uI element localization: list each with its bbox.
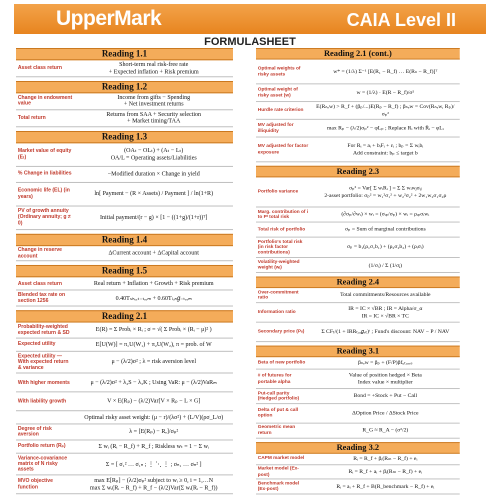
- formula-expression: βₙₑw = βₚ + (F/P)βfᵤₜᵤᵣₑₛ: [357, 359, 413, 366]
- formula-expression: (OAₜ − OLₜ) + (Aₜ − Lₜ) OA/L = Operating assets/Liabilities: [110, 147, 197, 161]
- formula-row: [16, 143, 233, 167]
- formula-row: [16, 393, 233, 412]
- formula-expression: V × E(Rₚ) − (λ/2)Var[V × Rₚ − L × G]: [107, 398, 201, 405]
- formula-row: [256, 480, 460, 495]
- formula-expression: λ = [E(Rₚ) − Rₑ]/σₚ²: [129, 428, 179, 436]
- section-header: Reading 1.4: [16, 233, 233, 245]
- page-title: FORMULASHEET: [204, 36, 296, 48]
- section-header: Reading 1.3: [16, 131, 233, 143]
- section-s21: [256, 48, 460, 162]
- formula-label: [16, 411, 74, 423]
- formula-label: Benchmark model (Ex-post): [257, 481, 300, 493]
- formula-row: [256, 207, 460, 222]
- section-s15: [16, 265, 233, 306]
- formula-expression: For Rᵢ = aᵢ + bᵢFᵢ + εᵢ ; bₚ = Σ wᵢbᵢ Add constraint: bₚ ≤ target b: [347, 142, 424, 156]
- formula-expression: E[U(W)] = π₁U(W₁) + π₂U(W₂), π = prob. of W: [95, 341, 212, 348]
- formula-row: [16, 246, 233, 262]
- formula-expression: μ − (λ/2)σ² + λ₂S − λ₃K ; Using VaR: μ − (λ/2)VaRₘ: [90, 379, 217, 386]
- formula-label: Information ratio: [257, 309, 296, 315]
- section-header: Reading 2.3: [256, 166, 460, 178]
- formula-label: Portfolio's total risk (in risk factor contributions): [257, 238, 303, 256]
- formula-label: Asset class return: [17, 280, 62, 287]
- formula-row: [256, 258, 460, 273]
- formula-row: [256, 303, 460, 322]
- formula-expression: Rᵢ = aᵢ + R_f + B(R_benchmark − R_f) + eᵢ: [336, 483, 435, 490]
- formula-label: Beta of new portfolio: [257, 360, 306, 366]
- section-s21l: [16, 311, 233, 495]
- formula-row: [16, 425, 233, 441]
- formula-label: Total risk of portfolio: [257, 226, 306, 233]
- section-header: Reading 2.4: [256, 277, 460, 289]
- formula-expression: Income from gifts − Spending + Net investment returns: [117, 94, 191, 108]
- section-s14: [16, 233, 233, 261]
- formula-label: Variance-covariance matrix of N risky assets: [17, 455, 68, 473]
- formula-expression: Total commitments/Resources available: [340, 291, 431, 299]
- formula-label: Portfolio return (Rₚ): [17, 443, 66, 450]
- formula-label: Market model (Ex-post): [257, 466, 299, 478]
- formula-expression: ΔOption Price / ΔStock Price: [352, 409, 419, 417]
- section-header: Reading 1.1: [16, 48, 233, 60]
- formula-label: Degree of risk aversion: [17, 426, 52, 438]
- formula-row: [256, 423, 460, 438]
- formula-label: Change in endowment value: [17, 95, 73, 107]
- formula-expression: Value of position hedged × Beta Index value × multiplier: [348, 372, 422, 386]
- formula-row: [16, 93, 233, 110]
- section-s23: [256, 166, 460, 273]
- formula-label: Put-call parity (Hedged portfolio): [257, 390, 300, 402]
- formula-label: Total return: [17, 114, 46, 121]
- formula-label: MV adjusted for factor exposure: [257, 143, 309, 155]
- formula-expression: (∂σₚ/∂wᵢ) × wᵢ = (σᵢₚ/σₚ) × wᵢ = ρᵢₚσᵢwᵢ: [341, 211, 430, 218]
- formula-label: Optimal weights of risky assets: [257, 65, 301, 77]
- formula-row: [256, 84, 460, 102]
- formula-label: Volatility-weighted weight (wᵢ): [257, 259, 300, 271]
- formula-expression: E(R) = Σ Probᵢ × Rᵢ ; σ = √( Σ Probᵢ × (Rᵢ − μ)² ): [95, 326, 212, 334]
- formula-row: [256, 137, 460, 162]
- formula-row: [256, 60, 460, 85]
- formula-label: Expected utility: [17, 341, 56, 348]
- formula-expression: μ − (λ/2)σ² ; λ = risk aversion level: [111, 358, 197, 366]
- formula-expression: E(Rₙₑw) > R_f + (βₚ/...)E(Rₚ − R_f) ; βₙₑw = Cov(Rₙₑw, Rₚ)/σₚ²: [316, 103, 455, 117]
- formula-row: [16, 60, 233, 77]
- formula-row: [256, 357, 460, 369]
- formula-expression: max E[Rₚ] − (λ/2)σₚ² subject to wᵢ ≥ 0, i = 1,…N max Σ wᵢ(Rᵢ − R_f) + R_f − (λ/2)Var(Σ wᵢ(Rᵢ − R_f)): [90, 477, 218, 492]
- formula-row: [256, 453, 460, 465]
- formula-expression: Rᵢ = R_f + βᵢ(Rₘ − R_f) + eᵢ: [353, 455, 418, 462]
- formula-row: [16, 339, 233, 352]
- formula-row: [256, 177, 460, 207]
- formula-expression: ΔCurrent account + ΔCapital account: [108, 249, 199, 257]
- formula-expression: σₚ² = Var[ Σ wᵢRᵢ ] = Σ Σ wᵢwⱼσᵢⱼ 2-asset portfolio: σₚ² = w₁²σ₁² + w₂²σ₂² + 2w₁w₂σ₁σ₂ρ: [324, 185, 447, 199]
- formula-row: [256, 404, 460, 423]
- formula-expression: 0.40Tₛₕₒᵣₜ₋ₜₑᵣₘ + 0.60Tₗₒₙ𝑔₋ₜₑᵣₘ: [115, 294, 192, 302]
- formula-label: # of futures for portable alpha: [257, 373, 292, 385]
- section-header: Reading 2.1 (cont.): [256, 48, 460, 60]
- formula-label: Probability-weighted expected return & SD: [17, 324, 70, 336]
- formula-expression: Short-term real risk-free rate + Expected inflation + Risk premium: [108, 61, 199, 75]
- formula-row: [16, 441, 233, 454]
- formula-label: With liability growth: [17, 398, 67, 405]
- formula-row: [16, 374, 233, 393]
- section-s31: [256, 346, 460, 439]
- formula-expression: max Rₚ − (λ/2)σₚ² − φLₚ ; Replace Rᵢ with R̄ᵢ − φLᵢ: [326, 124, 444, 132]
- formula-label: Asset class return: [17, 65, 62, 71]
- formula-expression: Initial payment/(r − g) × [1 − ((1+g)/(1+r))ᵀ]: [100, 213, 208, 221]
- formula-expression: ln[ Payment − (R × Assets) / Payment ] / ln(1+R): [94, 190, 214, 197]
- formula-label: Secondary price (Pₛ): [257, 329, 305, 335]
- section-s12: [16, 81, 233, 127]
- formula-label: Portfolio variance: [257, 189, 299, 195]
- formula-expression: −Modified duration × Change in yield: [107, 170, 200, 178]
- formula-expression: Returns from SAA + Security selection + Market timing/TAA: [106, 111, 202, 125]
- formula-row: [16, 206, 233, 230]
- formula-expression: R_G ≈ R_A − (σ²/2): [362, 427, 409, 434]
- section-header: Reading 2.1: [16, 311, 233, 323]
- formula-expression: w* = (1/λ) Σ⁻¹ [E(R₁ − R_f) … E(Rₙ − R_f)]ᵀ: [333, 68, 438, 75]
- formula-label: Hurdle rate criterion: [257, 107, 304, 113]
- section-header: Reading 3.2: [256, 442, 460, 454]
- formula-expression: Σ wᵢ (Rᵢ − R_f) + R_f ; Riskless wₜ = 1 − Σ wᵢ: [98, 443, 209, 450]
- formula-label: Geometric mean return: [257, 424, 296, 436]
- header-banner: [14, 4, 486, 34]
- formula-row: [256, 288, 460, 303]
- formula-label: With higher moments: [17, 379, 70, 386]
- formula-row: [16, 323, 233, 339]
- formula-row: [16, 291, 233, 307]
- formula-row: [256, 102, 460, 120]
- formula-label: Delta of put & call option: [257, 407, 299, 419]
- formula-expression: IR = IC × √BR ; IR = Alpha/σ_α IR = IC × √BR × TC: [348, 305, 423, 319]
- formula-row: [256, 323, 460, 342]
- formula-row: [256, 238, 460, 259]
- formula-expression: Σ = [ σ₁² … σ₁ₙ ; ⋮ ⋱ ⋮ ; σₙ₁ … σₙ² ]: [105, 460, 202, 468]
- formula-label: Over-commitment ratio: [257, 289, 299, 301]
- formula-label: CAPM market model: [257, 455, 305, 462]
- formula-row: [16, 476, 233, 495]
- brand-logo: UpperMark: [56, 7, 162, 30]
- formula-row: [256, 120, 460, 138]
- formula-label: Optimal weight of risky asset (w): [257, 87, 298, 99]
- formula-label: Marg. contribution of i to Pᵗ total risk: [257, 208, 309, 220]
- formula-expression: Bond = +Stock + Put − Call: [353, 392, 418, 399]
- formula-row: [16, 167, 233, 183]
- formula-row: [16, 454, 233, 476]
- left-column: [16, 48, 233, 498]
- formula-expression: (1/σᵢ) / Σ (1/σⱼ): [368, 261, 403, 269]
- formula-label: Market value of equity (Eₜ): [17, 148, 72, 160]
- formula-label: Blended tax rate on section 1256: [17, 292, 66, 304]
- formula-label: % Change in liabilities: [17, 171, 72, 177]
- formula-row: [256, 465, 460, 480]
- formula-label: MV adjusted for illiquidity: [257, 122, 294, 134]
- section-s24: [256, 277, 460, 342]
- formula-expression: Real return + Inflation + Growth + Risk premium: [93, 280, 214, 287]
- formula-label: Change in reserve account: [17, 247, 62, 259]
- formula-expression: Rᵢ = R_f + aᵢ + βᵢ(Rₘ − R_f) + eᵢ: [348, 468, 423, 475]
- formula-label: Economic life (EL) (in years): [17, 187, 70, 200]
- formula-row: [256, 370, 460, 389]
- section-header: Reading 1.5: [16, 265, 233, 277]
- formula-expression: σₚ = Sum of marginal contributions: [344, 226, 426, 233]
- formula-label: PV of growth annuity (Ordinary annuity; g ≠ 0): [17, 208, 71, 227]
- level-title: CAIA Level II: [346, 10, 456, 30]
- formula-row: [16, 110, 233, 127]
- section-header: Reading 3.1: [256, 346, 460, 358]
- formula-row: [16, 278, 233, 291]
- section-s32: [256, 442, 460, 495]
- formula-row: [16, 352, 233, 374]
- formula-expression: σₚ = b₁(ρ₁σ₁b₁) + (ρ₂σ₂b₂) + (ρᵢσᵢ): [347, 244, 424, 251]
- formula-label: Expected utility — With expected return & variance: [17, 353, 69, 371]
- formula-expression: w = (1/λ) · E(R − R_f)/σ²: [356, 89, 415, 96]
- section-s11: [16, 48, 233, 77]
- section-header: Reading 1.2: [16, 81, 233, 93]
- formula-label: MVO objective function: [17, 478, 53, 491]
- formula-row: [16, 411, 233, 424]
- formula-expression: Σ CFₜ/(1 + IRRₜₐᵣ𝑔ₑₜ)ᵗ ; Fund's discount: NAV − P / NAV: [321, 328, 450, 335]
- section-s13: [16, 131, 233, 230]
- right-column: [256, 48, 460, 498]
- formula-row: [256, 389, 460, 404]
- formula-expression: Optimal risky asset weight: (μ − r)/(λσ²) + (L/V)(ρσ_L/σ): [84, 414, 224, 421]
- formula-row: [16, 183, 233, 207]
- formula-row: [256, 223, 460, 238]
